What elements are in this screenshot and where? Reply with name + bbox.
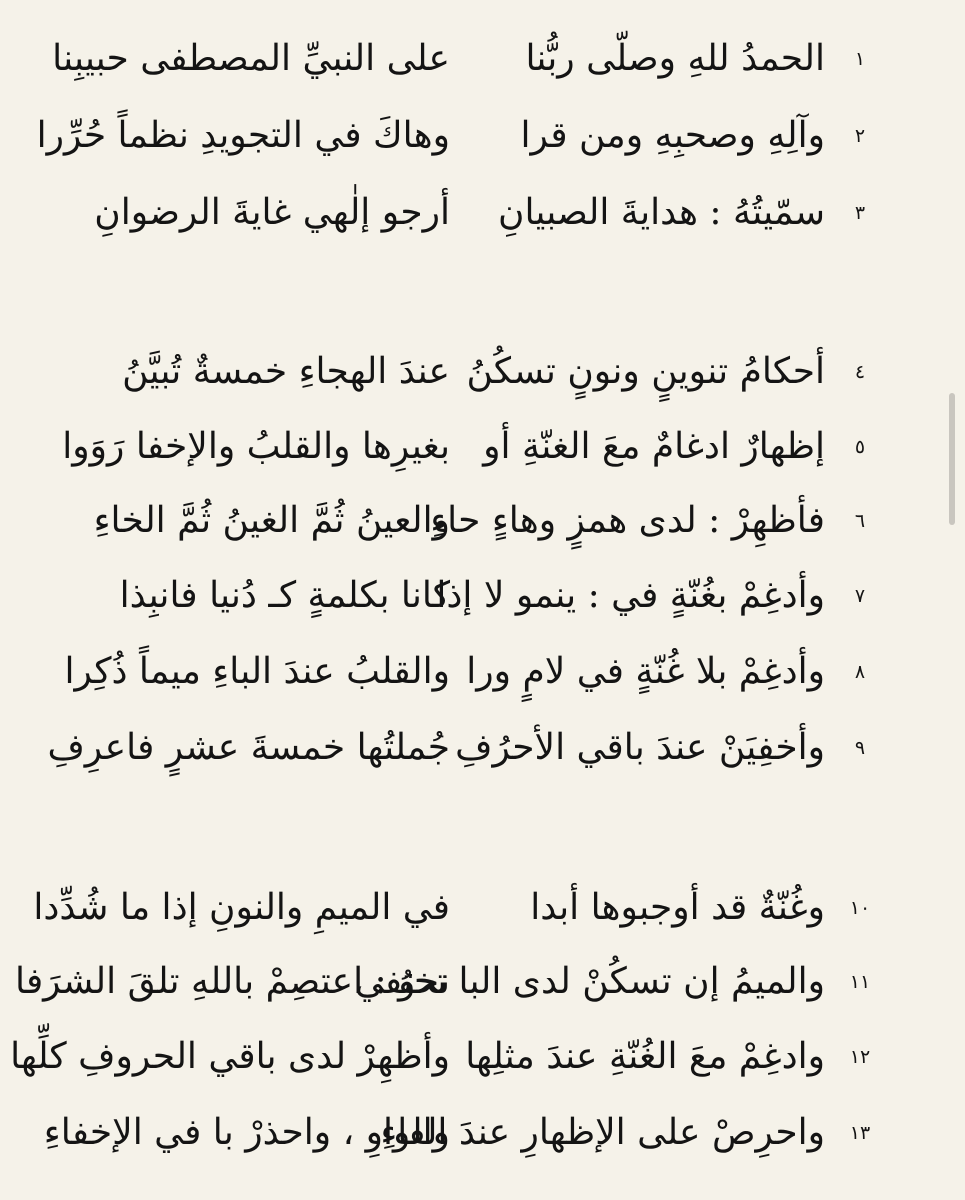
verse-first-hemistich: أحكامُ تنوينٍ ونونٍ تسكُنُ	[466, 351, 825, 392]
verse-first-hemistich: إظهارٌ ادغامٌ معَ الغنّةِ أو	[483, 426, 825, 467]
verse-number: ٨	[854, 661, 866, 683]
verse-number: ٩	[854, 737, 866, 759]
verse-7	[0, 559, 965, 633]
verse-second-hemistich: جُملتُها خمسةَ عشرٍ فاعرِفِ	[47, 727, 450, 768]
verse-first-hemistich: وأدغِمْ بلا غُنّةٍ في لامٍ ورا	[466, 651, 825, 692]
verse-number: ٤	[854, 361, 866, 383]
verse-first-hemistich: وادغِمْ معَ الغُنّةِ عندَ مثلِها	[465, 1036, 825, 1077]
verse-second-hemistich: في الميمِ والنونِ إذا ما شُدِّدا	[33, 887, 450, 928]
verse-number: ١	[854, 48, 866, 70]
verse-number: ١٣	[849, 1122, 871, 1144]
verse-5	[0, 410, 965, 484]
verse-8	[0, 635, 965, 709]
verse-second-hemistich: وهاكَ في التجويدِ نظماً حُرِّرا	[36, 115, 450, 156]
verse-11	[0, 945, 965, 1019]
scrollbar-thumb[interactable]	[949, 393, 955, 525]
verse-second-hemistich: كانا بكلمةٍ كـ دُنيا فانبِذا	[119, 575, 450, 616]
verse-second-hemistich: بغيرِها والقلبُ والإخفا رَوَوا	[62, 426, 450, 467]
verse-second-hemistich: والواوِ ، واحذرْ با في الإخفاءِ	[43, 1112, 450, 1153]
verse-number: ١٢	[849, 1046, 871, 1068]
verse-2	[0, 99, 965, 173]
verse-first-hemistich: واحرِصْ على الإظهارِ عندَ الفاءِ	[380, 1112, 825, 1153]
verse-first-hemistich: وآلِهِ وصحبِهِ ومن قرا	[520, 115, 825, 156]
verse-10	[0, 871, 965, 945]
verse-second-hemistich: والعينُ ثُمَّ الغينُ ثُمَّ الخاءِ	[93, 500, 450, 541]
verse-second-hemistich: أرجو إلٰهي غايةَ الرضوانِ	[94, 192, 450, 233]
verse-12	[0, 1020, 965, 1094]
verse-1	[0, 22, 965, 96]
verse-number: ١١	[849, 971, 871, 993]
verse-number: ٥	[854, 436, 866, 458]
verse-number: ١٠	[849, 897, 871, 919]
verse-second-hemistich: نحوُ : اعتصِمْ باللهِ تلقَ الشرَفا	[15, 961, 450, 1002]
verse-first-hemistich: فأظهِرْ : لدى همزٍ وهاءٍ حاءِ	[430, 500, 825, 541]
verse-3	[0, 176, 965, 250]
verse-first-hemistich: وأدغِمْ بغُنّةٍ في : ينمو لا إذا	[436, 575, 825, 616]
verse-number: ٧	[854, 585, 866, 607]
verse-4	[0, 335, 965, 409]
verse-number: ٣	[854, 202, 866, 224]
verse-first-hemistich: وأخفِيَنْ عندَ باقي الأحرُفِ	[455, 727, 825, 768]
verse-second-hemistich: على النبيِّ المصطفى حبيبِنا	[52, 38, 450, 79]
verse-second-hemistich: والقلبُ عندَ الباءِ ميماً ذُكِرا	[64, 651, 450, 692]
verse-second-hemistich: عندَ الهجاءِ خمسةٌ تُبيَّنُ	[122, 351, 450, 392]
verse-number: ٢	[854, 125, 866, 147]
verse-first-hemistich: سمّيتُهُ : هدايةَ الصبيانِ	[498, 192, 825, 233]
verse-first-hemistich: والميمُ إن تسكُنْ لدى البا تختفي	[354, 961, 825, 1002]
verse-13	[0, 1096, 965, 1170]
verse-6	[0, 484, 965, 558]
verse-first-hemistich: وغُنّةٌ قد أوجبوها أبدا	[530, 887, 825, 928]
verse-9	[0, 711, 965, 785]
verse-second-hemistich: وأظهِرْ لدى باقي الحروفِ كلِّها	[10, 1036, 450, 1077]
verse-number: ٦	[854, 510, 866, 532]
verse-first-hemistich: الحمدُ للهِ وصلّى ربُّنا	[525, 38, 825, 79]
